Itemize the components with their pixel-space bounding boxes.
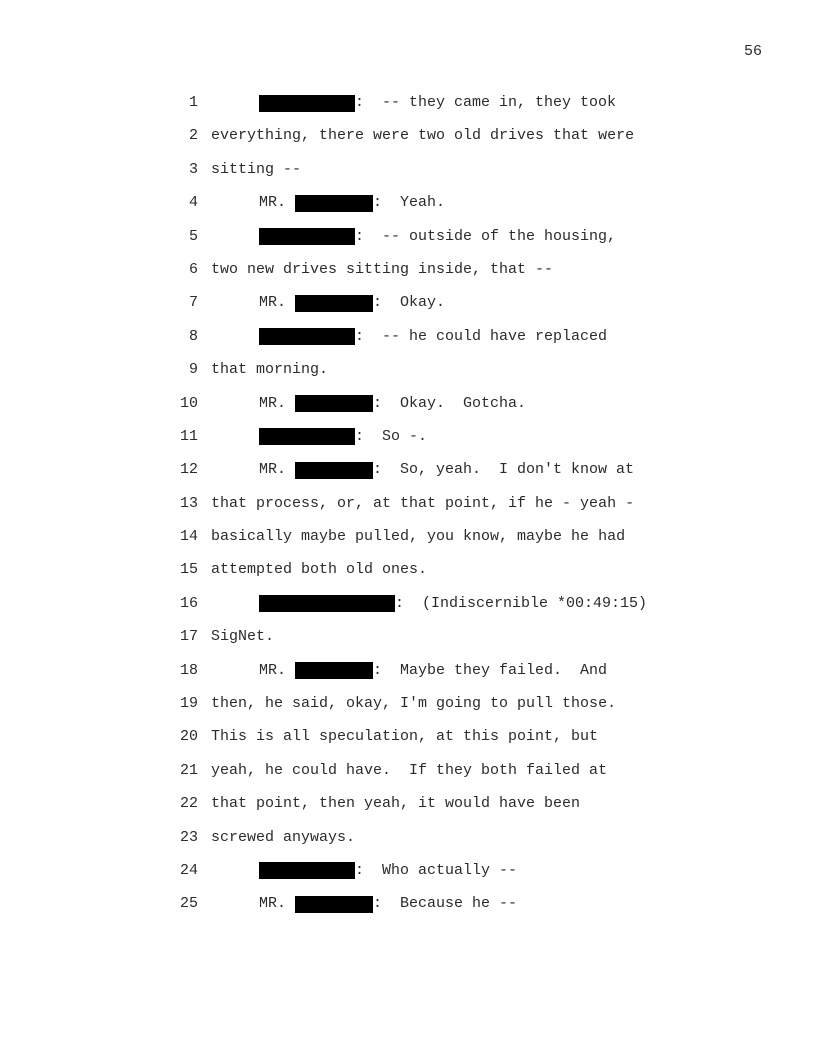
speaker-prefix: MR.	[259, 461, 296, 479]
line-number: 24	[179, 861, 198, 879]
speech-text: : Because he --	[373, 895, 518, 913]
speech-text: : -- he could have replaced	[355, 327, 608, 345]
line-number: 3	[188, 160, 198, 178]
line-number: 12	[179, 461, 198, 479]
line-number: 20	[179, 728, 198, 746]
speaker-prefix: MR.	[259, 394, 296, 412]
line-number: 14	[179, 528, 198, 546]
line-text: basically maybe pulled, you know, maybe he had	[211, 528, 626, 546]
redaction-bar	[259, 228, 355, 245]
speaker-prefix: MR.	[259, 194, 296, 212]
speech-text: : -- outside of the housing,	[355, 227, 617, 245]
transcript-line	[0, 528, 816, 561]
transcript-line	[0, 862, 816, 895]
speech-text: : So -.	[355, 427, 428, 445]
transcript-line	[0, 194, 816, 227]
transcript-line	[0, 228, 816, 261]
transcript-line	[0, 895, 816, 928]
transcript-line	[0, 561, 816, 594]
transcript-line	[0, 428, 816, 461]
transcript-line	[0, 695, 816, 728]
line-text: attempted both old ones.	[211, 561, 428, 579]
redaction-bar	[259, 428, 355, 445]
transcript-line	[0, 662, 816, 695]
line-text: everything, there were two old drives that were	[211, 127, 635, 145]
transcript-line	[0, 495, 816, 528]
line-number: 11	[179, 427, 198, 445]
speech-text: : Yeah.	[373, 194, 446, 212]
line-text: then, he said, okay, I'm going to pull those.	[211, 695, 617, 713]
line-text: two new drives sitting inside, that --	[211, 260, 554, 278]
line-number: 25	[179, 895, 198, 913]
line-number: 2	[188, 127, 198, 145]
line-number: 16	[179, 594, 198, 612]
line-text: SigNet.	[211, 628, 275, 646]
speech-text: : -- they came in, they took	[355, 94, 617, 111]
line-text	[259, 895, 517, 913]
redaction-bar	[259, 95, 355, 112]
line-text	[259, 395, 526, 413]
line-number: 22	[179, 795, 198, 813]
line-number: 21	[179, 761, 198, 779]
transcript-line	[0, 294, 816, 327]
transcript-line	[0, 595, 816, 628]
speech-text: : Who actually --	[355, 861, 518, 879]
line-text	[259, 294, 445, 312]
transcript-line	[0, 261, 816, 294]
redaction-bar	[295, 462, 373, 479]
line-text: that point, then yeah, it would have been	[211, 795, 581, 813]
transcript-body	[0, 94, 816, 929]
speaker-prefix: MR.	[259, 294, 296, 312]
line-text	[259, 328, 607, 346]
transcript-line	[0, 328, 816, 361]
transcript-line	[0, 628, 816, 661]
line-number: 7	[188, 294, 198, 312]
speech-text: : (Indiscernible *00:49:15)	[395, 594, 648, 612]
line-text	[259, 428, 427, 446]
speaker-prefix: MR.	[259, 661, 296, 679]
transcript-line	[0, 361, 816, 394]
speech-text: : Maybe they failed. And	[373, 661, 608, 679]
redaction-bar	[295, 662, 373, 679]
line-number: 17	[179, 628, 198, 646]
redaction-bar	[259, 595, 395, 612]
line-number: 1	[188, 94, 198, 111]
redaction-bar	[295, 295, 373, 312]
line-text: yeah, he could have. If they both failed at	[211, 761, 608, 779]
line-text: screwed anyways.	[211, 828, 356, 846]
transcript-line	[0, 161, 816, 194]
line-text	[259, 194, 445, 212]
line-text	[259, 595, 647, 613]
line-text	[259, 94, 616, 112]
page-number: 56	[743, 43, 762, 60]
line-number: 5	[188, 227, 198, 245]
line-number: 6	[188, 260, 198, 278]
transcript-line	[0, 127, 816, 160]
line-number: 4	[188, 194, 198, 212]
speech-text: : So, yeah. I don't know at	[373, 461, 635, 479]
line-text: sitting --	[211, 160, 302, 178]
line-number: 13	[179, 494, 198, 512]
line-number: 23	[179, 828, 198, 846]
line-text: This is all speculation, at this point, but	[211, 728, 599, 746]
transcript-line	[0, 94, 816, 127]
transcript-line	[0, 762, 816, 795]
redaction-bar	[259, 862, 355, 879]
line-text	[259, 862, 517, 880]
redaction-bar	[259, 328, 355, 345]
line-text	[259, 461, 634, 479]
speech-text: : Okay. Gotcha.	[373, 394, 527, 412]
line-text	[259, 228, 616, 246]
line-text	[259, 662, 607, 680]
transcript-line	[0, 795, 816, 828]
redaction-bar	[295, 896, 373, 913]
speaker-prefix: MR.	[259, 895, 296, 913]
line-number: 19	[179, 695, 198, 713]
line-text: that morning.	[211, 361, 329, 379]
transcript-line	[0, 395, 816, 428]
redaction-bar	[295, 195, 373, 212]
transcript-line	[0, 829, 816, 862]
transcript-line	[0, 461, 816, 494]
line-number: 8	[188, 327, 198, 345]
redaction-bar	[295, 395, 373, 412]
line-number: 10	[179, 394, 198, 412]
line-number: 18	[179, 661, 198, 679]
line-number: 9	[188, 361, 198, 379]
line-text: that process, or, at that point, if he - yeah -	[211, 494, 635, 512]
line-number: 15	[179, 561, 198, 579]
speech-text: : Okay.	[373, 294, 446, 312]
transcript-line	[0, 728, 816, 761]
